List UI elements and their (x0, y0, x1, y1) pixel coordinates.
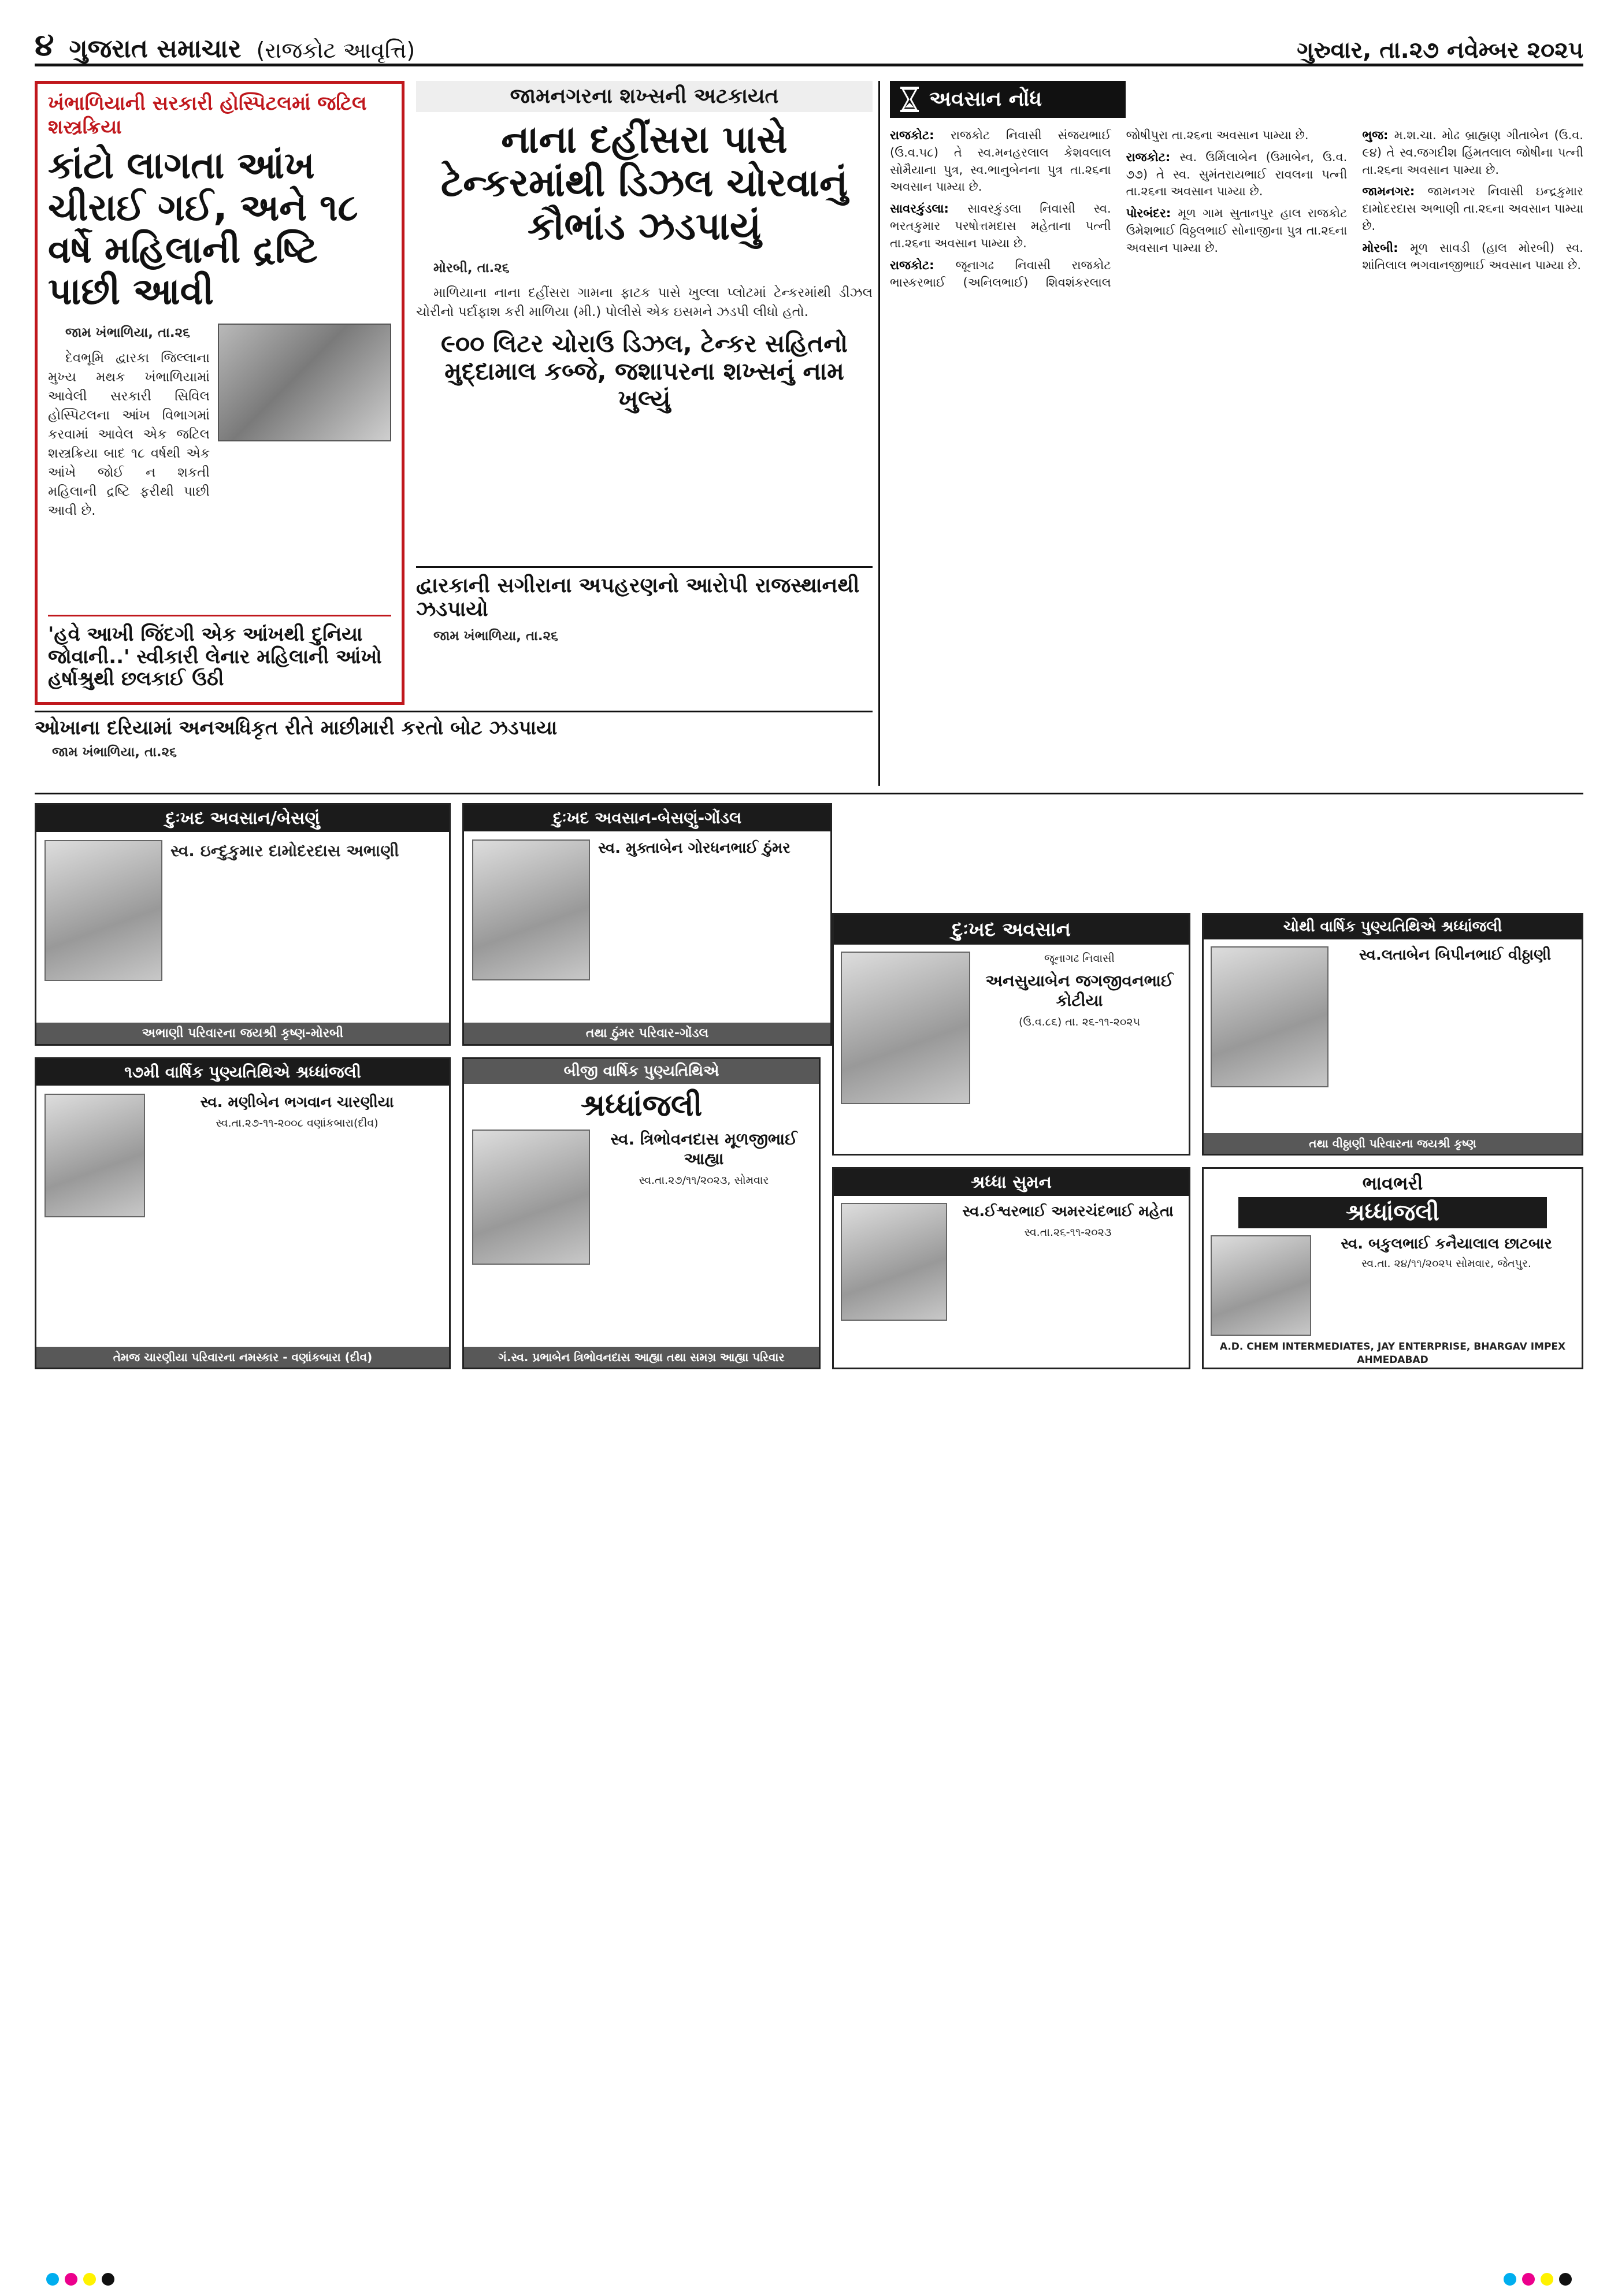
story4-headline: ઓખાના દરિયામાં અનઅધિકૃત રીતે માછીમારી કરતો બોટ ઝડપાયા (35, 716, 558, 740)
ad-avasan-junagadh (832, 913, 1190, 1156)
ad2-portrait (472, 839, 590, 980)
ad1-footer: અભાણી પરિવારના જયશ્રી કૃષ્ણ-મોરબી (36, 1023, 449, 1044)
ad4-date: સ્વ.તા.૨૭/૧૧/૨૦૨૩, સોમવાર (639, 1174, 769, 1187)
ad5-place: જૂનાગઢ નિવાસી (1044, 952, 1115, 965)
story-kidnap-arrest (416, 566, 873, 712)
edition-label: (રાજકોટ આવૃત્તિ) (256, 38, 415, 63)
ad-tribute-fourth (1202, 913, 1583, 1156)
ad1-portrait (44, 840, 162, 981)
section-divider (35, 793, 1583, 794)
ad4-name: સ્વ. ત્રિભોવનદાસ મૂળજીભાઈ આહ્યા (610, 1130, 797, 1168)
ad1-title: દુઃખદ અવસાન/બેસણું (36, 805, 449, 832)
ad1-name: સ્વ. ઇન્દુકુમાર દામોદરદાસ અભાણી (170, 841, 399, 860)
ad8-date: સ્વ.તા. ૨૪/૧૧/૨૦૨૫ સોમવાર, જેતપુર. (1361, 1257, 1531, 1270)
story1-dateline: જામ ખંભાળિયા, તા.૨૬ (65, 325, 190, 341)
obituary-text: સાવરકુંડલા નિવાસી સ્વ. ભરતકુમાર પરષોત્તમદાસ મહેતાના પત્ની તા.૨૬ના અવસાન પામ્યા છે. (890, 202, 1111, 250)
story1-quote: 'હવે આખી જિંદગી એક આંખથી દુનિયા જોવાની..' સ્વીકારી લેનાર મહિલાની આંખો હર્ષાશ્રુથી છલકાઈ ઉઠી (48, 615, 391, 690)
ad6-footer: તથા વીઠ્ઠાણી પરિવારના જયશ્રી કૃષ્ણ (1204, 1133, 1582, 1154)
ad5-name: અનસુયાબેન જગજીવનભાઈ કોટીયા (985, 971, 1174, 1010)
obituary-text: સ્વ. ઉર્મિલાબેન (ઉમાબેન, ઉ.વ. ૭૭) તે સ્વ. સુમંતરાયભાઈ રાવલના પત્ની તા.૨૬ના અવસાન પામ્યા છે. (1126, 150, 1348, 199)
story2-headline: નાના દહીંસરા પાસે ટેન્કરમાંથી ડિઝલ ચોરવાનું કૌભાંડ ઝડપાયું (440, 117, 848, 249)
obituary-city: મોરબી: (1362, 240, 1411, 255)
obituary-city: જામનગર: (1362, 184, 1428, 199)
story1-headline: કાંટો લાગતા આંખ ચીરાઈ ગઈ, અને ૧૮ વર્ષે મહિલાની દ્રષ્ટિ પાછી આવી (48, 144, 358, 314)
obituary-city: સાવરકુંડલા: (890, 202, 968, 216)
ad6-portrait (1211, 946, 1328, 1087)
obituary-entry (1362, 183, 1583, 235)
ad6-title: ચોથી વાર્ષિક પુણ્યતિથિએ શ્રધ્ધાંજલી (1204, 915, 1582, 939)
ad6-name: સ્વ.લતાબેન બિપીનભાઈ વીઠ્ઠાણી (1359, 946, 1552, 964)
ad8-title: ભાવભરી (1362, 1172, 1423, 1194)
yellow-dot (83, 2273, 96, 2286)
ad2-title: દુઃખદ અવસાન-બેસણું-ગોંડલ (464, 805, 830, 831)
ad5-title: દુઃખદ અવસાન (834, 915, 1189, 945)
date-line: ગુરુવાર, તા.૨૭ નવેમ્બર ૨૦૨૫ (1297, 37, 1583, 64)
registration-marks-right (1504, 2273, 1572, 2286)
magenta-dot (65, 2273, 77, 2286)
ad7-portrait (841, 1203, 947, 1321)
story2-subhead: ૯૦૦ લિટર ચોરાઉ ડિઝલ, ટેન્કર સહિતનો મુદ્દામાલ કબ્જે, જશાપરના શખ્સનું નામ ખુલ્યું (441, 329, 848, 413)
ad-besanu-morbi (35, 803, 451, 1046)
obituary-column (890, 81, 1583, 786)
story2-body: માળિયાના નાના દહીંસરા ગામના ફાટક પાસે ખુલ્લા પ્લોટમાં ટેન્કરમાંથી ડીઝલ ચોરીનો પર્દાફાશ કરી માળિયા (મી.) પોલીસે એક ઇસમને ઝડપી લીધો હતો. (416, 285, 873, 319)
ad7-date: સ્વ.તા.૨૬-૧૧-૨૦૨૩ (1024, 1226, 1112, 1239)
obituary-city: રાજકોટ: (890, 258, 956, 272)
obituary-text: મ.શ.ચા. મોઢ બ્રાહ્મણ ગીતાબેન (ઉ.વ. ૯૪) તે સ્વ.જગદીશ હિંમતલાલ જોષીના પત્ની તા.૨૬ના અવસાન પામ્યા છે. (1362, 128, 1583, 177)
ad2-footer: તથા ઠુંમર પરિવાર-ગોંડલ (464, 1023, 830, 1044)
masthead (35, 23, 1583, 66)
obituary-header (890, 81, 1126, 118)
page-number: ૪ (35, 27, 54, 63)
obituary-entry (890, 200, 1111, 252)
story-diesel-theft (416, 81, 873, 555)
column-divider (878, 81, 880, 786)
obituary-city: ભુજ: (1362, 128, 1394, 142)
story4-dateline: જામ ખંભાળિયા, તા.૨૬ (52, 744, 177, 760)
magenta-dot (1522, 2273, 1535, 2286)
cyan-dot (46, 2273, 59, 2286)
hourglass-icon (898, 86, 921, 113)
story1-kicker: ખંભાળિયાની સરકારી હોસ્પિટલમાં જટિલ શસ્ત્રક્રિયા (48, 92, 367, 139)
obituary-entry (1126, 149, 1348, 200)
obituary-city: પોરબંદર: (1126, 206, 1178, 221)
ad5-date: (ઉ.વ.૮૬) તા. ૨૬-૧૧-૨૦૨૫ (1019, 1015, 1140, 1028)
yellow-dot (1541, 2273, 1553, 2286)
story-eye-surgery (35, 81, 404, 705)
ad8-title2: શ્રધ્ધાંજલી (1238, 1197, 1547, 1228)
paper-name: ગુજરાત સમાચાર (69, 34, 242, 64)
ad-shraddha-suman (832, 1167, 1190, 1369)
ad4-title2: શ્રધ્ધાંજલી (580, 1088, 703, 1123)
story3-dateline: જામ ખંભાળિયા, તા.૨૬ (433, 629, 558, 644)
ad8-name: સ્વ. બકુલભાઈ કનૈયાલાલ છાટબાર (1341, 1235, 1552, 1253)
ad4-footer: ગં.સ્વ. પ્રભાબેન ત્રિભોવનદાસ આહ્યા તથા સમગ્ર આહ્યા પરિવાર (464, 1347, 819, 1368)
obituary-title: અવસાન નોંધ (929, 87, 1042, 111)
story1-body: દેવભૂમિ દ્વારકા જિલ્લાના મુખ્ય મથક ખંભાળિયામાં આવેલી સરકારી સિવિલ હોસ્પિટલના આંખ વિભાગમાં કરવામાં આવેલ એક જટિલ શસ્ત્રક્રિયા બાદ ૧૮ વર્ષથી એક આંખે જોઈ ન શકતી મહિલાની દ્રષ્ટિ ફરીથી પાછી આવી છે. (48, 350, 210, 519)
ad8-portrait (1211, 1235, 1311, 1336)
story2-dateline: મોરબી, તા.૨૬ (433, 260, 510, 276)
ad3-footer: તેમજ ચારણીયા પરિવારના નમસ્કાર - વણાંકબારા (દીવ) (36, 1347, 449, 1368)
cyan-dot (1504, 2273, 1516, 2286)
black-dot (1559, 2273, 1572, 2286)
ad5-portrait (841, 952, 970, 1104)
ad-besanu-gondal (462, 803, 832, 1046)
obituary-text: મૂળ ગામ સુતાનપુર હાલ રાજકોટ ઉમેશભાઈ વિઠ્ઠલભાઈ સોનાજીના પુત્ર તા.૨૬ના અવસાન પામ્યા છે. (1126, 206, 1348, 255)
obituary-city: રાજકોટ: (1126, 150, 1180, 164)
ad3-portrait (44, 1094, 145, 1217)
ad3-name: સ્વ. મણીબેન ભગવાન ચારણીયા (200, 1094, 394, 1111)
ad7-title: શ્રધ્ધા સુમન (834, 1169, 1189, 1196)
obituary-entry (1126, 205, 1348, 257)
ad2-name: સ્વ. મુક્તાબેન ગોરધનભાઈ ઠુંમર (598, 839, 791, 857)
obituary-text: મૂળ સાવડી (હાલ મોરબી) સ્વ. શાંતિલાલ ભગવાનજીભાઈ અવસાન પામ્યા છે. (1362, 240, 1583, 272)
obituary-text: રાજકોટ નિવાસી સંજયભાઈ (ઉ.વ.૫૮) તે સ્વ.મનહરલાલ કેશવલાલ સોમૈયાના પુત્ર, સ્વ.ભાનુબેનના પુત્ર તા.૨૬ના અવસાન પામ્યા છે. (890, 128, 1111, 194)
obituary-entry (1362, 127, 1583, 179)
ad-bhavbhari (1202, 1167, 1583, 1369)
story-okha-boat (35, 711, 873, 792)
obituary-text: જૂનાગઢ નિવાસી રાજકોટ ભાસ્કરભાઈ (અનિલભાઈ) શિવશંકરલાલ જોષીપુરા તા.૨૬ના અવસાન પામ્યા છે. (890, 128, 1309, 289)
obituary-entry (890, 127, 1111, 196)
obituary-entry (1362, 240, 1583, 274)
registration-marks-left (46, 2273, 114, 2286)
story3-headline: દ્વારકાની સગીરાના અપહરણનો આરોપી રાજસ્થાનથી ઝડપાયો (416, 574, 860, 622)
obituary-text: જામનગર નિવાસી ઇન્દ્રકુમાર દામોદરદાસ અભાણી તા.૨૬ના અવસાન પામ્યા છે. (1362, 184, 1583, 233)
story1-photo (218, 324, 391, 441)
ad3-date: સ્વ.તા.૨૭-૧૧-૨૦૦૮ વણાંકબારા(દીવ) (216, 1117, 378, 1130)
ad4-portrait (472, 1130, 590, 1265)
story2-kicker: જામનગરના શખ્સની અટકાયત (510, 84, 779, 108)
ad-tribute-17th (35, 1057, 451, 1369)
obituary-list (890, 127, 1583, 291)
ad8-footer: A.D. CHEM INTERMEDIATES, JAY ENTERPRISE, BHARGAV IMPEX AHMEDABAD (1219, 1341, 1566, 1366)
black-dot (102, 2273, 114, 2286)
ad4-title: બીજી વાર્ષિક પુણ્યતિથિએ (464, 1059, 819, 1084)
obituary-city: રાજકોટ: (890, 128, 951, 142)
ad-tribute-second (462, 1057, 821, 1369)
ad7-name: સ્વ.ઈશ્વરભાઈ અમરચંદભાઈ મહેતા (962, 1203, 1174, 1220)
ad3-title: ૧૭મી વાર્ષિક પુણ્યતિથિએ શ્રધ્ધાંજલી (36, 1059, 449, 1086)
